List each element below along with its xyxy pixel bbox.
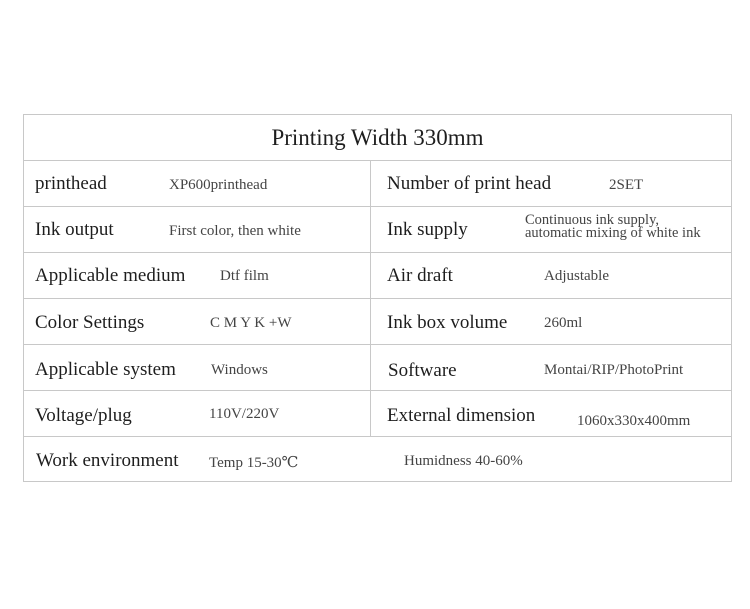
applicable-system-value: Windows [211,362,268,378]
applicable-medium-label: Applicable medium [35,265,186,286]
printhead-value: XP600printhead [169,177,268,193]
applicable-system-label: Applicable system [35,359,176,380]
color-settings-value: C M Y K +W [210,315,292,331]
table-row [24,161,731,207]
ink-supply-value [525,214,701,240]
table-row [24,391,731,437]
title-row [24,115,731,161]
software-label: Software [388,360,457,381]
column-divider [370,253,371,298]
printhead-label: printhead [35,173,107,194]
ink-supply-value-line1: Continuous ink supply, [525,212,660,228]
column-divider [370,161,371,206]
work-environment-label: Work environment [36,450,179,471]
software-value: Montai/RIP/PhotoPrint [544,362,684,378]
print-head-count-value: 2SET [609,177,644,193]
ink-box-volume-value: 260ml [544,315,583,331]
ink-supply-label: Ink supply [387,219,468,240]
work-environment-row [24,437,731,483]
table-row [24,345,731,391]
ink-supply-value-line2: automatic mixing of white ink [525,225,701,241]
column-divider [370,391,371,436]
table-row [24,253,731,299]
voltage-plug-value: 110V/220V [209,406,280,422]
applicable-medium-value: Dtf film [220,268,269,284]
column-divider [370,299,371,344]
table-title: Printing Width 330mm [271,125,484,150]
spec-table [23,114,732,482]
column-divider [370,345,371,390]
work-temperature-value: Temp 15-30℃ [209,455,299,471]
table-row [24,299,731,345]
air-draft-value: Adjustable [544,268,609,284]
ink-output-value: First color, then white [169,223,301,239]
ink-box-volume-label: Ink box volume [387,312,508,333]
work-humidity-value: Humidness 40-60% [404,453,523,469]
table-row [24,207,731,253]
external-dimension-value: 1060x330x400mm [577,413,691,429]
color-settings-label: Color Settings [35,312,145,333]
ink-output-label: Ink output [35,219,114,240]
print-head-count-label: Number of print head [387,173,552,194]
external-dimension-label: External dimension [387,405,536,426]
voltage-plug-label: Voltage/plug [35,405,132,426]
air-draft-label: Air draft [387,265,453,286]
column-divider [370,207,371,252]
